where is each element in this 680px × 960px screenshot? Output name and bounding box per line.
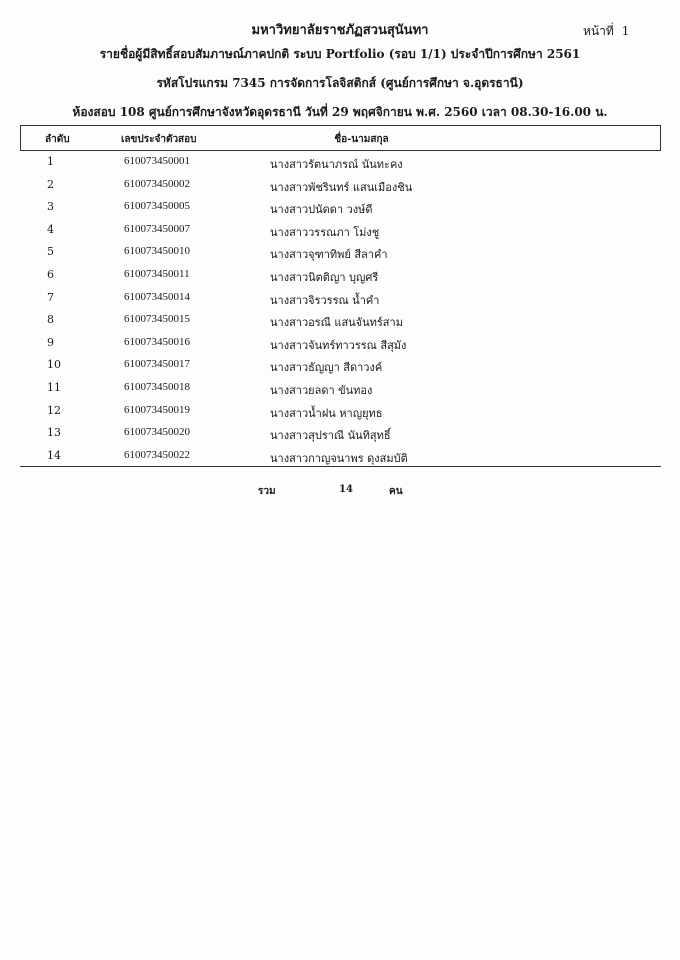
table-row [20,400,661,423]
table-row [20,264,661,287]
cell-exam-id: 610073450015 [124,313,190,326]
cell-seq: 3 [47,200,54,214]
program-line: รหัสโปรแกรม 7345 การจัดการโลจิสติกส์ (ศูนย์การศึกษา จ.อุดรธานี) [156,76,524,90]
cell-seq: 11 [47,380,61,394]
cell-name: นางสาวกาญจนาพร ดุงสมบัติ [270,451,408,465]
cell-name: นางสาวธัญญา สีดาวงค์ [270,361,383,375]
page-number-value: 1 [621,24,630,38]
cell-exam-id: 610073450017 [124,358,190,371]
table-body [20,151,661,467]
cell-exam-id: 610073450016 [124,335,190,348]
cell-name: นางสาวอรณี แสนจันทร์สาม [270,316,403,330]
table-row [20,377,661,400]
table-row [20,422,661,445]
table-row [20,174,661,197]
cell-name: นางสาวจิรวรรณ น้ำคำ [270,293,380,307]
cell-name: นางสาวรัตนาภรณ์ นันทะคง [270,158,403,171]
table-row [20,219,661,242]
cell-exam-id: 610073450002 [124,177,190,190]
university-name: มหาวิทยาลัยราชภัฏสวนสุนันทา [251,23,429,38]
cell-seq: 6 [47,267,54,281]
cell-name: นางสาวยลดา ขันทอง [270,383,373,397]
table-row [20,196,661,219]
cell-seq: 7 [47,290,54,304]
cell-seq: 2 [47,177,54,191]
cell-exam-id: 610073450018 [124,380,190,393]
cell-name: นางสาวจันทร์ทาวรรณ สีสุมัง [270,338,407,352]
cell-seq: 9 [47,335,54,349]
cell-exam-id: 610073450010 [124,245,190,258]
exam-info-line: ห้องสอบ 108 ศูนย์การศึกษาจังหวัดอุดรธานี วันที่ 29 พฤศจิกายน พ.ศ. 2560 เวลา 08.30-16.00 น. [72,105,608,119]
cell-exam-id: 610073450022 [124,448,190,461]
cell-name: นางสาวนิตติญา บุญศรี [270,270,379,284]
cell-name: นางสาวจุฑาทิพย์ สีลาคำ [270,248,388,262]
column-header-seq: ลำดับ [45,134,70,145]
table-row [20,241,661,264]
table-row [20,151,661,174]
total-unit: คน [389,486,403,497]
table-row [20,287,661,310]
column-header-exam-id: เลขประจำตัวสอบ [121,134,197,145]
cell-seq: 10 [47,358,61,372]
total-label: รวม [258,486,276,497]
cell-name: นางสาวปนัดดา วงษ์ดี [270,203,373,217]
table-row [20,332,661,355]
cell-exam-id: 610073450014 [124,290,190,303]
cell-exam-id: 610073450007 [124,222,190,235]
cell-seq: 5 [47,245,54,259]
cell-exam-id: 610073450005 [124,200,190,213]
cell-seq: 4 [47,222,54,236]
cell-seq: 12 [47,403,61,417]
cell-seq: 8 [47,313,54,327]
cell-seq: 1 [47,155,54,168]
cell-exam-id: 610073450019 [124,403,190,416]
page-number-label: หน้าที่ [583,24,614,38]
document-title: รายชื่อผู้มีสิทธิ์สอบสัมภาษณ์ภาคปกติ ระบบ Portfolio (รอบ 1/1) ประจำปีการศึกษา 2561 [99,47,581,61]
table-row [20,354,661,377]
cell-exam-id: 610073450011 [124,267,190,280]
table-header [20,125,661,151]
table-bottom-rule [20,466,661,467]
cell-seq: 13 [47,426,61,440]
table-row [20,445,661,468]
cell-name: นางสาวพัชรินทร์ แสนเมืองชิน [270,180,413,194]
total-count: 14 [339,484,353,495]
table-row [20,309,661,332]
column-header-name: ชื่อ-นามสกุล [334,134,389,145]
cell-exam-id: 610073450001 [124,155,190,167]
cell-name: นางสาวสุปราณี นันทิสุทธิ์ [270,429,391,443]
cell-seq: 14 [47,448,61,462]
cell-name: นางสาววรรณภา โม่งชู [270,225,380,239]
cell-name: นางสาวน้ำฝน หาญยุทธ [270,406,383,420]
cell-exam-id: 610073450020 [124,426,190,439]
